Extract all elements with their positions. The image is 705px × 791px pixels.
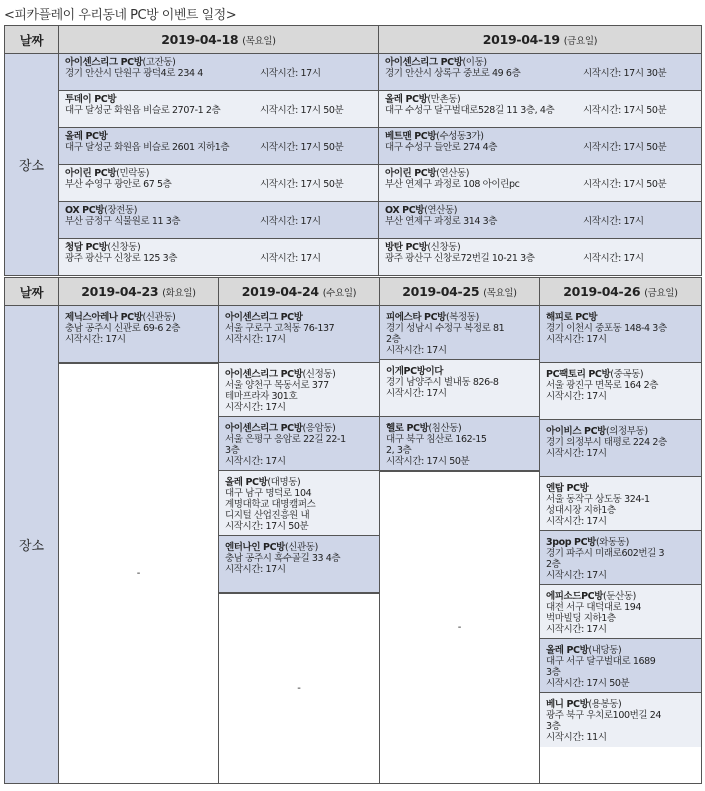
venue-name: 해피로 PC방: [546, 312, 598, 323]
venue-name: 청담 PC방(신창동): [65, 242, 141, 253]
venue-name: 엔터나인 PC방(신관동): [225, 542, 318, 553]
venue-address: 대구 달성군 화원읍 비슬로 2707-1 2층: [65, 105, 221, 116]
start-time: 시작시간: 17시 50분: [546, 678, 630, 689]
venue-address: 대구 남구 명덕로 104: [225, 488, 312, 499]
start-time: 시작시간: 17시 50분: [225, 521, 309, 532]
venue-entry: [540, 531, 701, 585]
venue-name: 아이센스리그 PC방: [225, 312, 303, 323]
venue-name: 올레 PC방: [65, 131, 108, 142]
venue-name: 아이센스리그 PC방(응암동): [225, 423, 336, 434]
venue-name: 올레 PC방(만촌동): [385, 94, 461, 105]
day-header: 2019-04-25 (목요일): [380, 278, 540, 306]
venue-address: 경기 파주시 미래로602번길 3: [546, 548, 665, 559]
venue-entry: [219, 471, 379, 536]
venue-name: 아이린 PC방(민락동): [65, 168, 150, 179]
venue-address: 경기 성남시 수정구 복정로 81: [386, 323, 505, 334]
start-time: 시작시간: 17시: [225, 334, 286, 345]
venue-entry: [379, 202, 702, 239]
venue-name: 아이센스리그 PC방(이동): [385, 57, 487, 68]
venue-address: 3층: [225, 445, 240, 456]
venue-address: 2층: [386, 334, 401, 345]
venue-address: 대구 달성군 화원읍 비슬로 2601 지하1층: [65, 142, 230, 153]
empty-placeholder: -: [59, 363, 218, 783]
venue-address: 부산 연제구 과정로 108 아이린pc: [385, 179, 520, 190]
venue-entry: [379, 165, 702, 202]
venue-name: 엔탑 PC방: [546, 483, 589, 494]
venue-address: 광주 북구 우치로100번길 24: [546, 710, 662, 721]
venue-address: 경기 남양주시 별내동 826-8: [386, 377, 499, 388]
venue-entry: [219, 363, 379, 417]
start-time: 시작시간: 17시: [386, 345, 447, 356]
venue-address: 디지털 산업진흥원 내: [225, 510, 310, 521]
venue-entry: [380, 360, 539, 417]
venue-entry: [540, 639, 701, 693]
venue-address: 성대시장 지하1층: [546, 505, 616, 516]
start-time: 시작시간: 17시 50분: [260, 179, 344, 190]
start-time: 시작시간: 17시: [546, 624, 607, 635]
venue-name: 아이센스리그 PC방(고잔동): [65, 57, 176, 68]
venue-name: 피에스타 PC방(복정동): [386, 312, 479, 323]
start-time: 시작시간: 17시: [225, 456, 286, 467]
venue-address: 부산 금정구 식물원로 11 3층: [65, 216, 181, 227]
start-time: 시작시간: 17시 50분: [386, 456, 470, 467]
venue-entry: [59, 91, 379, 128]
start-time: 시작시간: 17시: [65, 334, 126, 345]
venue-address: 서울 양천구 목동서로 377: [225, 380, 329, 391]
venue-name: 올레 PC방(내당동): [546, 645, 622, 656]
venue-address: 3층: [546, 667, 561, 678]
venue-address: 서울 광진구 면목로 164 2층: [546, 380, 659, 391]
header-row: [5, 278, 702, 306]
place-label: 장소: [5, 306, 59, 784]
venue-row: [5, 128, 702, 165]
venue-address: 경기 안산시 상록구 중보로 49 6층: [385, 68, 521, 79]
start-time: 시작시간: 11시: [546, 732, 607, 743]
date-header-label: 날짜: [5, 278, 59, 306]
venue-address: 대구 서구 달구벌대로 1689: [546, 656, 656, 667]
venue-entry: [219, 536, 379, 593]
day-header: 2019-04-24 (수요일): [219, 278, 380, 306]
venue-entry: [379, 239, 702, 276]
schedule-table-week2: [4, 277, 702, 784]
start-time: 시작시간: 17시: [260, 253, 321, 264]
venue-address: 서울 동작구 상도동 324-1: [546, 494, 650, 505]
venue-entry: [540, 363, 701, 420]
venue-name: 3pop PC방(와동동): [546, 537, 629, 548]
venue-address: 서울 구로구 고척동 76-137: [225, 323, 335, 334]
empty-placeholder: -: [219, 593, 379, 783]
venue-address: 대구 수성구 달구벌대로528길 11 3층, 4층: [385, 105, 555, 116]
header-row: [5, 26, 702, 54]
venue-entry: [59, 306, 218, 363]
start-time: 시작시간: 17시: [583, 253, 644, 264]
day-column: [219, 306, 380, 784]
venue-entry: [540, 693, 701, 747]
venue-name: 에피소드PC방(둔산동): [546, 591, 636, 602]
venue-name: 베니 PC방(용봉동): [546, 699, 622, 710]
venue-name: 방탄 PC방(신창동): [385, 242, 461, 253]
start-time: 시작시간: 17시: [546, 448, 607, 459]
venue-row: [5, 306, 702, 784]
venue-entry: [219, 417, 379, 471]
venue-entry: [59, 54, 379, 91]
venue-name: 헬로 PC방(침산동): [386, 423, 462, 434]
venue-row: [5, 54, 702, 91]
start-time: 시작시간: 17시: [546, 570, 607, 581]
start-time: 시작시간: 17시 50분: [260, 105, 344, 116]
venue-address: 충남 공주시 흑수골길 33 4층: [225, 553, 341, 564]
venue-row: [5, 91, 702, 128]
page-title: <피카플레이 우리동네 PC방 이벤트 일정>: [4, 8, 237, 23]
venue-name: 이게PC방이다: [386, 366, 444, 377]
start-time: 시작시간: 17시: [225, 564, 286, 575]
day-header: 2019-04-26 (금요일): [540, 278, 702, 306]
venue-address: 부산 수영구 광안로 67 5층: [65, 179, 172, 190]
empty-placeholder: -: [380, 471, 539, 783]
venue-address: 계명대학교 대명캠퍼스: [225, 499, 316, 510]
venue-name: 제닉스아레나 PC방(신관동): [65, 312, 176, 323]
venue-name: 아이비스 PC방(의정부동): [546, 426, 648, 437]
venue-entry: [380, 417, 539, 471]
venue-entry: [540, 477, 701, 531]
start-time: 시작시간: 17시 50분: [583, 142, 667, 153]
start-time: 시작시간: 17시: [260, 216, 321, 227]
date-header-label: 날짜: [5, 26, 59, 54]
venue-entry: [380, 306, 539, 360]
venue-address: 3층: [546, 721, 561, 732]
venue-address: 대전 서구 대덕대로 194: [546, 602, 642, 613]
venue-name: 아이린 PC방(연산동): [385, 168, 470, 179]
venue-address: 2, 3층: [386, 445, 412, 456]
venue-address: 광주 광산구 신창로72번길 10-21 3층: [385, 253, 535, 264]
venue-address: 부산 연제구 과정로 314 3층: [385, 216, 498, 227]
venue-entry: [59, 165, 379, 202]
schedule-table-week1: [4, 25, 702, 276]
venue-address: 서울 은평구 응암로 22길 22-1: [225, 434, 346, 445]
start-time: 시작시간: 17시 30분: [583, 68, 667, 79]
venue-entry: [59, 128, 379, 165]
venue-address: 벅마빌딩 지하1층: [546, 613, 616, 624]
venue-address: 테마프라자 301호: [225, 391, 298, 402]
venue-entry: [59, 239, 379, 276]
venue-entry: [219, 306, 379, 363]
venue-entry: [540, 585, 701, 639]
day-header: 2019-04-19 (금요일): [379, 26, 702, 54]
venue-address: 대구 수성구 들안로 274 4층: [385, 142, 498, 153]
start-time: 시작시간: 17시 50분: [583, 105, 667, 116]
venue-address: 충남 공주시 신관로 69-6 2층: [65, 323, 181, 334]
venue-name: OX PC방(연산동): [385, 205, 458, 216]
venue-address: 경기 의정부시 태평로 224 2층: [546, 437, 667, 448]
venue-address: 경기 이천시 중포동 148-4 3층: [546, 323, 667, 334]
venue-row: [5, 165, 702, 202]
venue-row: [5, 202, 702, 239]
venue-entry: [379, 128, 702, 165]
venue-name: OX PC방(장전동): [65, 205, 138, 216]
venue-address: 경기 안산시 단원구 광덕4로 234 4: [65, 68, 203, 79]
start-time: 시작시간: 17시: [260, 68, 321, 79]
venue-entry: [379, 91, 702, 128]
venue-entry: [379, 54, 702, 91]
venue-entry: [59, 202, 379, 239]
start-time: 시작시간: 17시: [225, 402, 286, 413]
place-label: 장소: [5, 54, 59, 276]
day-column: [540, 306, 702, 784]
start-time: 시작시간: 17시 50분: [260, 142, 344, 153]
venue-name: 올레 PC방(대명동): [225, 477, 301, 488]
start-time: 시작시간: 17시: [546, 391, 607, 402]
venue-address: 대구 북구 침산로 162-15: [386, 434, 487, 445]
start-time: 시작시간: 17시: [386, 388, 447, 399]
day-column: [59, 306, 219, 784]
start-time: 시작시간: 17시 50분: [583, 179, 667, 190]
venue-row: [5, 239, 702, 276]
day-header: 2019-04-18 (목요일): [59, 26, 379, 54]
start-time: 시작시간: 17시: [546, 516, 607, 527]
venue-name: 베트맨 PC방(수성동3가): [385, 131, 484, 142]
venue-name: 투데이 PC방: [65, 94, 117, 105]
start-time: 시작시간: 17시: [583, 216, 644, 227]
venue-address: 2층: [546, 559, 561, 570]
venue-name: PC팩토리 PC방(중곡동): [546, 369, 644, 380]
venue-address: 광주 광산구 신창로 125 3층: [65, 253, 178, 264]
venue-name: 아이센스리그 PC방(신정동): [225, 369, 336, 380]
start-time: 시작시간: 17시: [546, 334, 607, 345]
venue-entry: [540, 420, 701, 477]
day-header: 2019-04-23 (화요일): [59, 278, 219, 306]
venue-entry: [540, 306, 701, 363]
day-column: [380, 306, 540, 784]
